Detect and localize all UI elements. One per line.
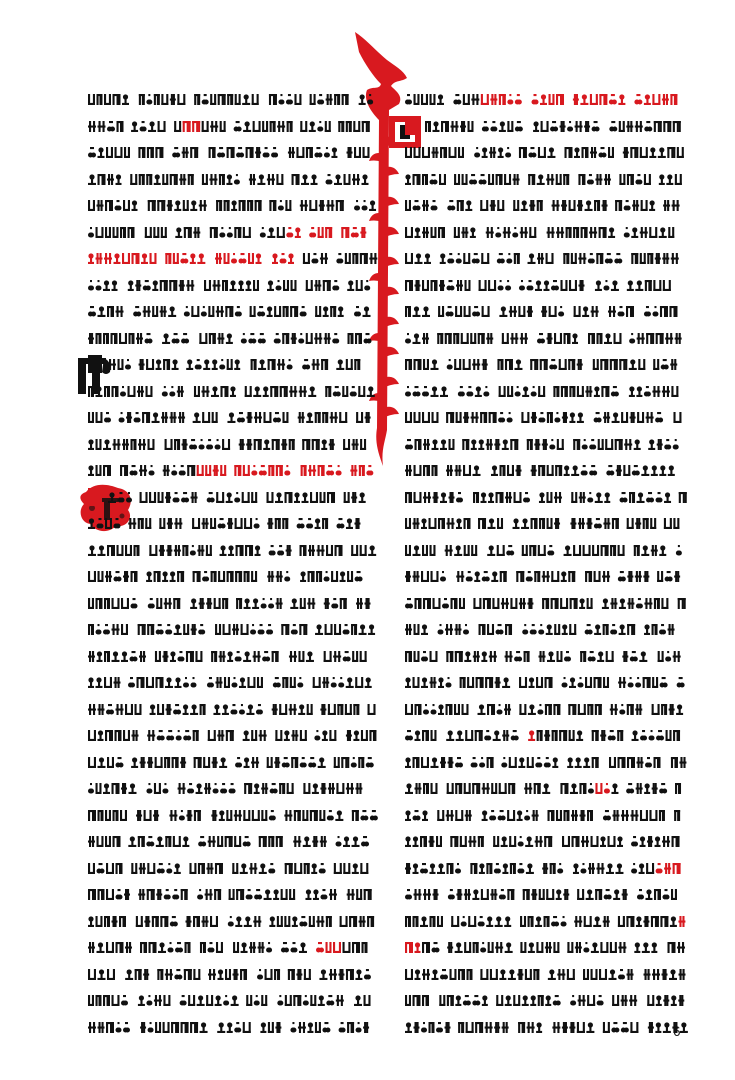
glyph-row [405,830,688,854]
text-line [405,115,688,142]
text-line [405,724,688,751]
glyph-row [405,353,688,377]
glyph-row [405,910,688,934]
glyph-row [405,618,688,642]
text-line [88,989,378,1016]
text-line [88,804,378,831]
text-line [405,539,688,566]
text-line [88,380,378,407]
page-number: 6 [673,1025,681,1039]
glyph-row [88,115,378,139]
glyph-row [405,115,688,139]
glyph-row [88,539,378,563]
text-line [405,353,688,380]
text-line [405,406,688,433]
glyph-row [88,406,378,430]
glyph-row [88,671,378,695]
text-line [405,512,688,539]
glyph-row [88,274,378,298]
text-line [405,327,688,354]
glyph-row [88,221,378,245]
text-line [405,380,688,407]
text-line [405,777,688,804]
text-line [405,300,688,327]
glyph-row [405,459,688,483]
text-line [88,830,378,857]
glyph-row [88,645,378,669]
glyph-row [405,168,688,192]
text-line [88,486,378,513]
text-line [405,963,688,990]
glyph-row [405,671,688,695]
text-line [88,141,378,168]
glyph-row [405,698,688,722]
glyph-row [88,168,378,192]
glyph-row [405,751,688,775]
glyph-row [88,936,378,960]
text-line [88,883,378,910]
text-line [405,141,688,168]
glyph-row [88,512,378,536]
text-line [88,963,378,990]
glyph-row [405,989,688,1013]
glyph-row [405,433,688,457]
text-line [88,645,378,672]
glyph-row [88,910,378,934]
text-line [405,247,688,274]
glyph-row [88,989,378,1013]
glyph-row [405,486,688,510]
glyph-row [405,406,688,430]
glyph-row [405,221,688,245]
glyph-row [88,380,378,404]
text-line [405,1016,688,1043]
text-line [88,247,378,274]
glyph-row [405,141,688,165]
text-line [405,433,688,460]
text-line [405,274,688,301]
text-line [405,671,688,698]
text-line [405,804,688,831]
glyph-row [405,963,688,987]
glyph-row [88,804,378,828]
text-line [88,168,378,195]
text-line [405,459,688,486]
text-line [88,327,378,354]
text-line [88,592,378,619]
text-line [405,989,688,1016]
glyph-row [405,194,688,218]
text-line [405,618,688,645]
glyph-row [405,565,688,589]
text-line [88,115,378,142]
text-line [405,910,688,937]
glyph-row [405,88,688,112]
glyph-row [405,380,688,404]
text-line [405,645,688,672]
glyph-row [88,1016,378,1040]
glyph-row [405,512,688,536]
glyph-row [88,751,378,775]
text-line [405,221,688,248]
text-line [405,883,688,910]
glyph-row [88,830,378,854]
glyph-row [405,274,688,298]
glyph-row [405,592,688,616]
text-line [88,671,378,698]
glyph-row [88,300,378,324]
glyph-row [88,592,378,616]
glyph-row [88,433,378,457]
glyph-row [405,247,688,271]
text-line [88,88,378,115]
glyph-row [405,300,688,324]
glyph-row [405,883,688,907]
text-line [88,221,378,248]
glyph-row [88,724,378,748]
left-text-column [88,88,378,1042]
text-line [88,300,378,327]
glyph-row [405,539,688,563]
text-line [88,936,378,963]
glyph-row [88,486,378,510]
glyph-row [88,565,378,589]
text-line [88,565,378,592]
glyph-row [88,618,378,642]
text-line [88,910,378,937]
text-line [405,936,688,963]
text-line [88,459,378,486]
right-text-column [405,88,688,1042]
glyph-row [88,247,378,271]
text-line [88,406,378,433]
glyph-row [88,459,378,483]
glyph-row [405,936,688,960]
glyph-row [405,804,688,828]
glyph-row [88,698,378,722]
glyph-row [88,327,378,351]
glyph-row [88,857,378,881]
text-line [405,698,688,725]
text-line [88,512,378,539]
glyph-row [88,963,378,987]
text-line [405,486,688,513]
text-line [405,592,688,619]
glyph-row [405,777,688,801]
glyph-row [88,141,378,165]
text-line [405,565,688,592]
text-line [405,857,688,884]
text-line [88,857,378,884]
text-line [88,274,378,301]
text-line [405,168,688,195]
glyph-row [405,645,688,669]
text-line [88,433,378,460]
text-line [88,1016,378,1043]
glyph-row [88,88,378,112]
text-line [88,698,378,725]
text-line [88,777,378,804]
text-line [88,539,378,566]
glyph-row [405,724,688,748]
glyph-row [405,1016,688,1040]
text-line [88,618,378,645]
text-line [405,751,688,778]
glyph-row [88,883,378,907]
text-line [88,194,378,221]
text-line [405,830,688,857]
text-line [88,751,378,778]
glyph-row [405,327,688,351]
glyph-row [88,777,378,801]
text-line [88,724,378,751]
glyph-row [88,353,378,377]
glyph-row [88,194,378,218]
text-line [88,353,378,380]
text-line [405,194,688,221]
text-line [405,88,688,115]
glyph-row [405,857,688,881]
